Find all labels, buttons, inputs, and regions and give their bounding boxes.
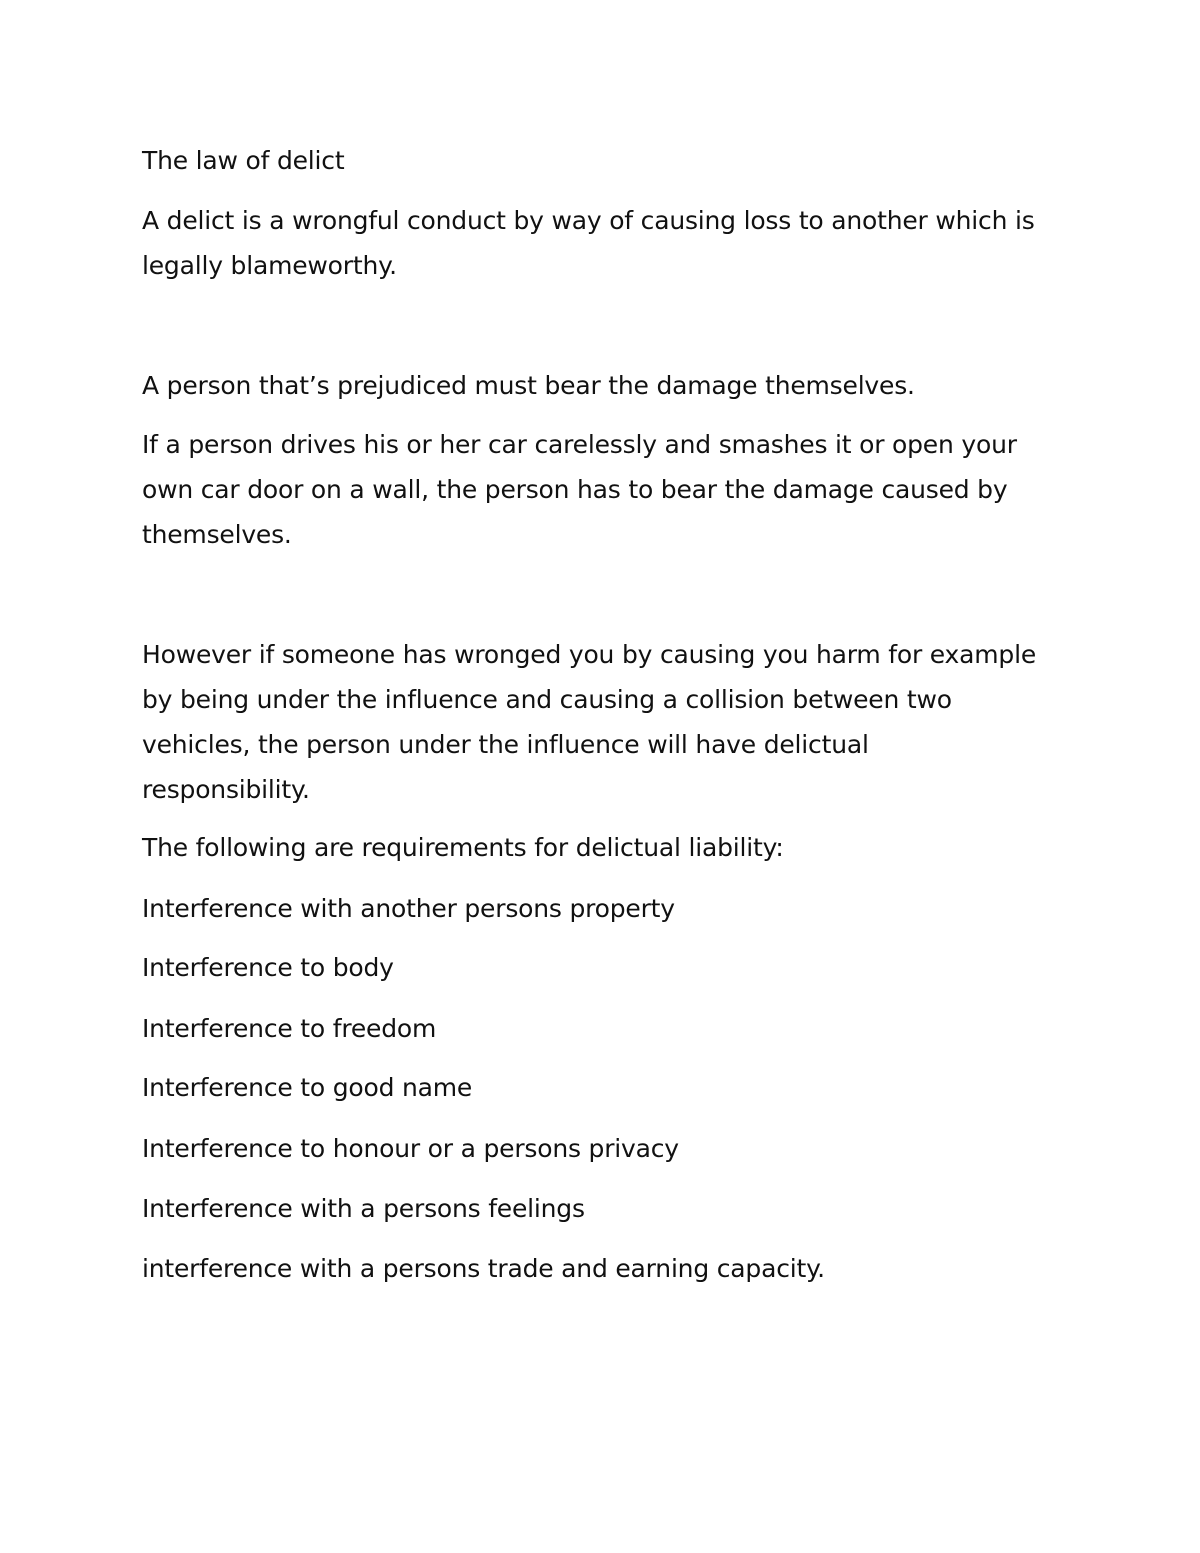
- document-title: The law of delict: [142, 146, 345, 175]
- requirement-item: Interference to freedom: [142, 1014, 437, 1043]
- requirement-item: Interference to good name: [142, 1073, 473, 1102]
- requirement-item: Interference to honour or a persons privacy: [142, 1134, 679, 1163]
- requirements-intro: The following are requirements for delictual liability:: [142, 833, 784, 862]
- requirement-item: Interference with another persons property: [142, 894, 675, 923]
- prejudiced-person-paragraph: A person that’s prejudiced must bear the damage themselves.: [142, 371, 915, 400]
- requirement-item: interference with a persons trade and earning capacity.: [142, 1254, 825, 1283]
- own-damage-example-paragraph: If a person drives his or her car carelessly and smashes it or open your own car door on a wall, the person has to bear the damage caused by themselves.: [142, 430, 1017, 549]
- requirement-item: Interference to body: [142, 953, 394, 982]
- requirement-item: Interference with a persons feelings: [142, 1194, 585, 1223]
- definition-paragraph: A delict is a wrongful conduct by way of causing loss to another which is legally blameworthy.: [142, 206, 1035, 280]
- wrongdoer-example-paragraph: However if someone has wronged you by causing you harm for example by being under the influence and causing a collision between two vehicles, the person under the influence will have delictual responsibility.: [142, 640, 1037, 804]
